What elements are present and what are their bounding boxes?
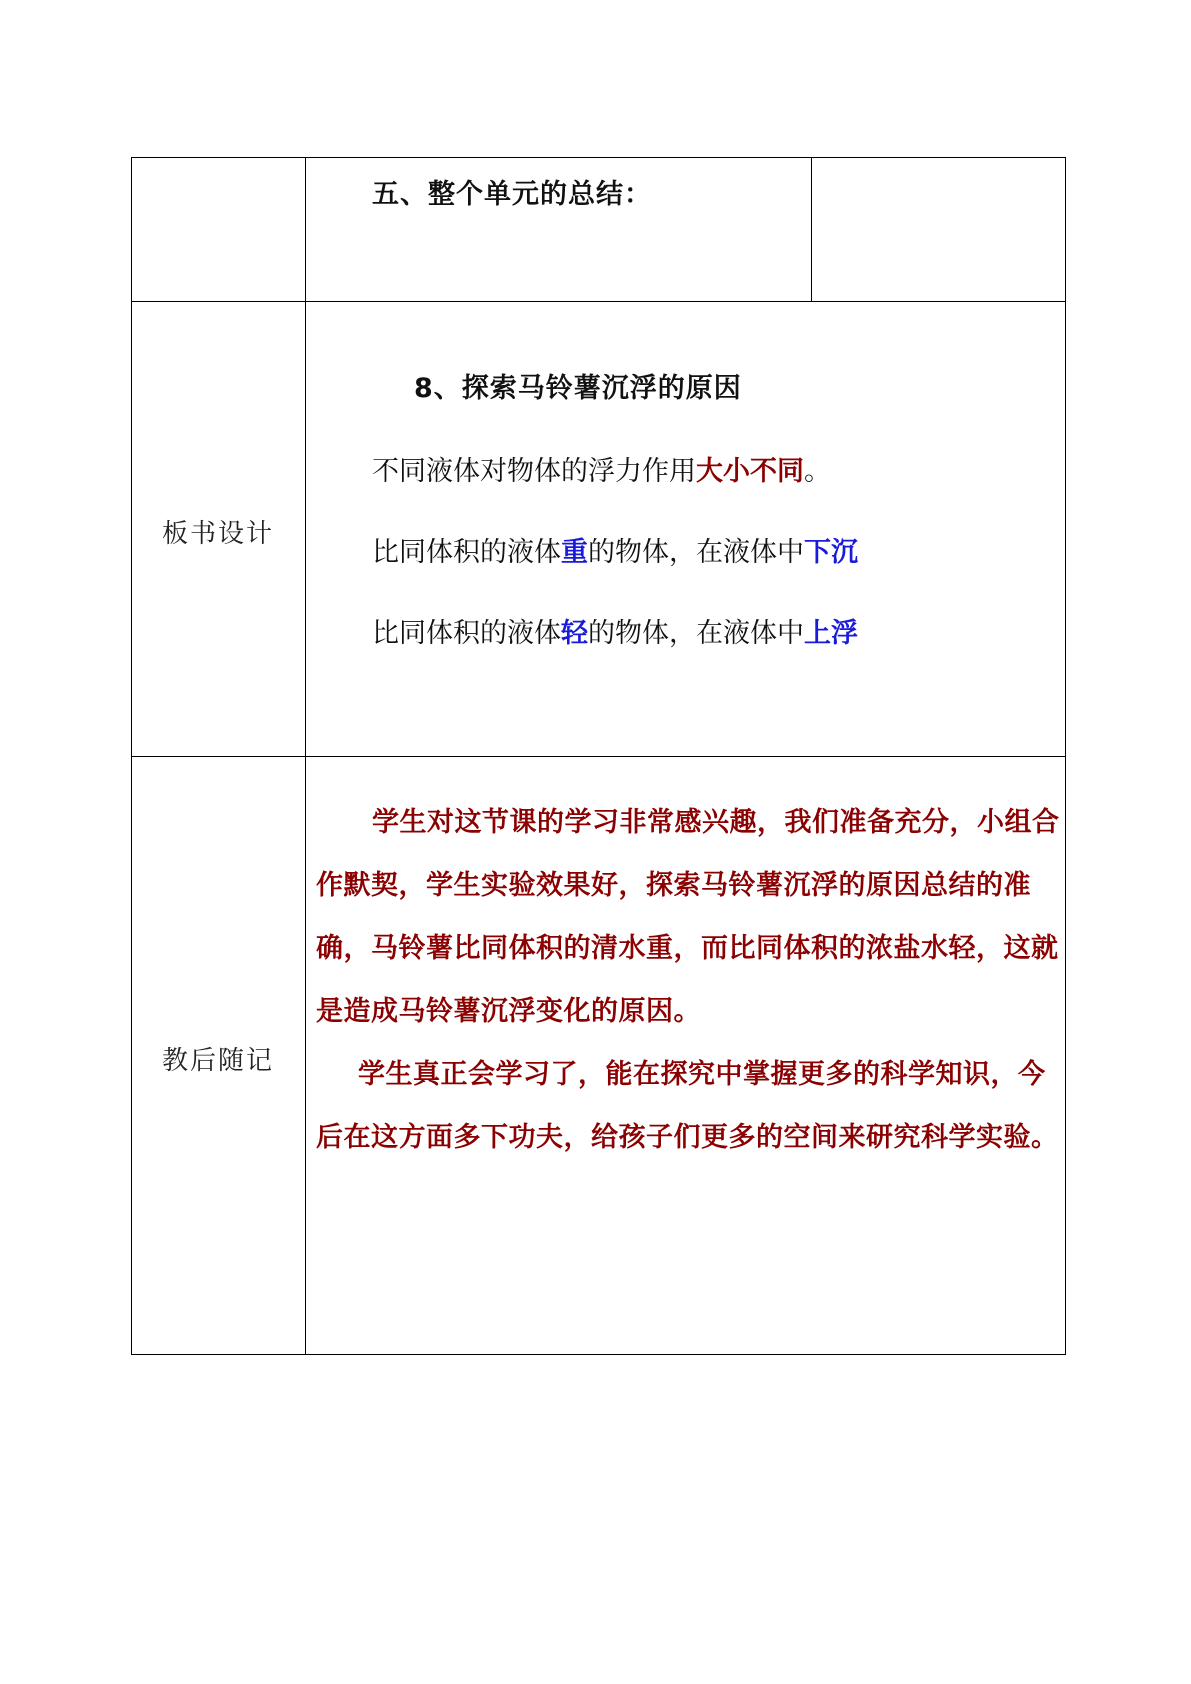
table-border-top bbox=[131, 157, 1066, 158]
board-line-3 bbox=[372, 611, 858, 650]
board-line-2-prefix: 比同体积的液体 bbox=[372, 537, 561, 568]
reflection-paragraph-2 bbox=[316, 1043, 1060, 1169]
board-line-3-prefix: 比同体积的液体 bbox=[372, 618, 561, 649]
board-line-3-emphasis-float: 上浮 bbox=[804, 618, 858, 649]
unit-summary-heading: 五、整个单元的总结： bbox=[372, 179, 652, 210]
reflection-label: 教后随记 bbox=[161, 1046, 274, 1076]
table-border-row2 bbox=[131, 756, 1066, 757]
board-line-3-middle: 的物体，在液体中 bbox=[588, 618, 804, 649]
table-border-left bbox=[131, 157, 132, 1355]
board-line-3-emphasis-light: 轻 bbox=[561, 618, 588, 649]
board-line-1 bbox=[372, 449, 831, 488]
board-line-1-emphasis: 大小不同 bbox=[696, 456, 804, 487]
table-border-col2-row1 bbox=[811, 157, 812, 302]
reflection-paragraph-2-text: 学生真正会学习了，能在探究中掌握更多的科学知识，今后在这方面多下功夫，给孩子们更多的空间来研究科学实验。 bbox=[316, 1059, 1059, 1153]
table-border-row1 bbox=[131, 301, 1066, 302]
board-line-2 bbox=[372, 530, 858, 569]
board-design-title: 8、探索马铃薯沉浮的原因 bbox=[414, 373, 742, 404]
table-border-right bbox=[1065, 157, 1066, 1355]
reflection-paragraph-1 bbox=[316, 791, 1060, 1043]
reflection-paragraph-1-text: 学生对这节课的学习非常感兴趣，我们准备充分，小组合作默契，学生实验效果好，探索马铃薯沉浮的原因总结的准确，马铃薯比同体积的清水重，而比同体积的浓盐水轻，这就是造成马铃薯沉浮变化的原因。 bbox=[316, 807, 1060, 1027]
board-line-1-suffix: 。 bbox=[804, 456, 831, 487]
table-border-col1 bbox=[305, 157, 306, 1355]
board-line-2-middle: 的物体，在液体中 bbox=[588, 537, 804, 568]
board-line-2-emphasis-sink: 下沉 bbox=[804, 537, 858, 568]
board-line-2-emphasis-heavy: 重 bbox=[561, 537, 588, 568]
board-design-label: 板书设计 bbox=[161, 519, 274, 549]
table-border-bottom bbox=[131, 1354, 1066, 1355]
board-line-1-prefix: 不同液体对物体的浮力作用 bbox=[372, 456, 696, 487]
